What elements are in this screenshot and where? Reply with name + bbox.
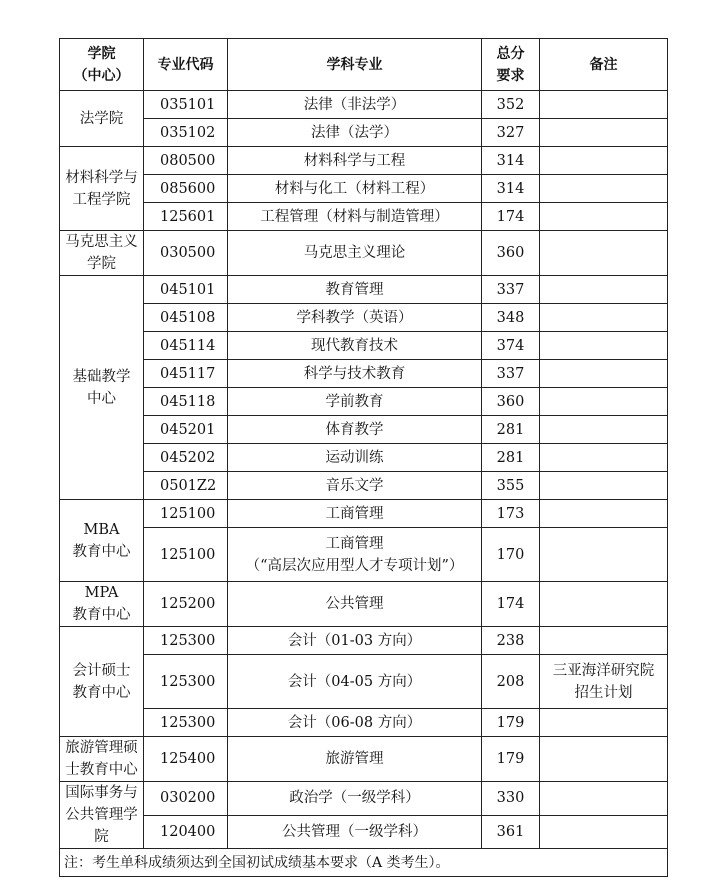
major-name (228, 582, 482, 627)
major-name (228, 627, 482, 655)
major-code: 120400 (144, 815, 228, 849)
remark (540, 91, 668, 119)
table-row (60, 815, 668, 849)
major-code: 045101 (144, 276, 228, 304)
total-score: 337 (482, 276, 540, 304)
table-row (60, 416, 668, 444)
header-row (60, 39, 668, 91)
footnote: 注：考生单科成绩须达到全国初试成绩基本要求（A 类考生）。 (60, 849, 668, 877)
major-name-line: 马克思主义理论 (303, 245, 406, 261)
table-row (60, 203, 668, 231)
major-code: 030500 (144, 231, 228, 276)
major-name-line: 会计（01-03 方向） (287, 632, 422, 649)
remark (540, 500, 668, 528)
school-name-line: 马克思主义 (65, 234, 138, 250)
total-score: 281 (482, 444, 540, 472)
total-score: 281 (482, 416, 540, 444)
table-row (60, 119, 668, 147)
total-score: 374 (482, 332, 540, 360)
remark (540, 175, 668, 203)
header-remark: 备注 (540, 39, 668, 91)
major-name-line: （“高层次应用型人才专项计划”） (245, 557, 464, 574)
remark (540, 332, 668, 360)
major-name (228, 332, 482, 360)
table-body (60, 91, 668, 849)
school-name-line: 学院 (87, 256, 116, 272)
school-name-line: 国际事务与 (65, 785, 138, 801)
major-name (228, 444, 482, 472)
major-name-line: 旅游管理 (325, 751, 384, 767)
major-code: 125200 (144, 582, 228, 627)
footnote-row (60, 849, 668, 877)
table-row (60, 582, 668, 627)
remark (540, 276, 668, 304)
major-name-line: 工程管理（材料与制造管理） (260, 208, 449, 225)
major-name-line: 会计（06-08 方向） (287, 714, 422, 731)
total-score: 314 (482, 175, 540, 203)
school-name-line: 教育中心 (72, 684, 131, 701)
school-name-line: 教育中心 (72, 607, 131, 623)
remark (540, 444, 668, 472)
remark (540, 304, 668, 332)
table-row (60, 500, 668, 528)
major-name-line: 政治学（一级学科） (289, 790, 420, 807)
major-name-line: 会计（04-05 方向） (287, 673, 422, 690)
remark (540, 737, 668, 782)
school-name-line: MPA (84, 585, 119, 601)
major-name-line: 工商管理 (325, 505, 384, 522)
total-score: 238 (482, 627, 540, 655)
total-score: 348 (482, 304, 540, 332)
remark (540, 119, 668, 147)
header-code: 专业代码 (144, 39, 228, 91)
remark (540, 203, 668, 231)
total-score: 330 (482, 782, 540, 816)
total-score: 337 (482, 360, 540, 388)
major-name-line: 法律（法学） (311, 124, 398, 141)
table-row (60, 655, 668, 709)
school-name-line: 法学院 (79, 110, 124, 127)
header-score-line2: 要求 (496, 67, 525, 84)
major-code: 080500 (144, 147, 228, 175)
major-name (228, 91, 482, 119)
score-requirements-table (59, 38, 668, 877)
header-school-line2: （中心） (73, 67, 130, 84)
major-name-line: 教育管理 (325, 281, 384, 298)
remark (540, 627, 668, 655)
school-name-line: 教育中心 (72, 543, 131, 560)
table-row (60, 360, 668, 388)
major-name-line: 现代教育技术 (311, 337, 398, 354)
table-row (60, 276, 668, 304)
major-name (228, 119, 482, 147)
total-score: 360 (482, 388, 540, 416)
total-score: 174 (482, 582, 540, 627)
school-name-line: 基础教学 (72, 368, 131, 385)
major-name-line: 运动训练 (325, 449, 384, 466)
school-cell (60, 91, 144, 147)
school-name-line: 士教育中心 (65, 762, 138, 778)
major-name (228, 472, 482, 500)
school-cell (60, 582, 144, 627)
table-row (60, 782, 668, 816)
remark (540, 416, 668, 444)
school-cell (60, 276, 144, 500)
total-score: 355 (482, 472, 540, 500)
table-row (60, 175, 668, 203)
table-row (60, 332, 668, 360)
major-name-line: 公共管理（一级学科） (282, 823, 427, 840)
major-code: 125300 (144, 709, 228, 737)
school-name-line: 中心 (87, 390, 116, 407)
remark (540, 231, 668, 276)
remark-line: 招生计划 (574, 684, 633, 701)
major-code: 035101 (144, 91, 228, 119)
total-score: 360 (482, 231, 540, 276)
major-name (228, 147, 482, 175)
table-row (60, 388, 668, 416)
table-row (60, 528, 668, 582)
major-code: 125400 (144, 737, 228, 782)
major-name (228, 231, 482, 276)
school-name-line: MBA (83, 521, 120, 538)
total-score: 208 (482, 655, 540, 709)
major-name (228, 175, 482, 203)
total-score: 174 (482, 203, 540, 231)
major-name-line: 法律（非法学） (303, 96, 406, 113)
header-score-line1: 总分 (496, 45, 525, 62)
major-name (228, 500, 482, 528)
total-score: 361 (482, 815, 540, 849)
major-code: 045117 (144, 360, 228, 388)
major-name-line: 体育教学 (325, 421, 384, 438)
remark (540, 388, 668, 416)
table-row (60, 737, 668, 782)
major-name-line: 工商管理 (325, 535, 384, 552)
remark (540, 582, 668, 627)
major-code: 045118 (144, 388, 228, 416)
major-name (228, 815, 482, 849)
table-row (60, 304, 668, 332)
major-code: 125601 (144, 203, 228, 231)
major-code: 125100 (144, 528, 228, 582)
school-cell (60, 627, 144, 737)
table-row (60, 91, 668, 119)
school-cell (60, 231, 144, 276)
remark (540, 472, 668, 500)
major-name (228, 203, 482, 231)
remark (540, 528, 668, 582)
major-name-line: 学科教学（英语） (296, 309, 413, 326)
major-code: 030200 (144, 782, 228, 816)
remark-line: 三亚海洋研究院 (552, 662, 655, 679)
remark (540, 815, 668, 849)
header-score (482, 39, 540, 91)
major-name (228, 782, 482, 816)
table-row (60, 444, 668, 472)
table-row (60, 147, 668, 175)
table-row (60, 627, 668, 655)
school-name-line: 会计硕士 (72, 662, 131, 679)
major-name (228, 388, 482, 416)
total-score: 327 (482, 119, 540, 147)
total-score: 179 (482, 737, 540, 782)
school-name-line: 院 (94, 829, 109, 845)
header-major: 学科专业 (228, 39, 482, 91)
total-score: 352 (482, 91, 540, 119)
school-name-line: 工程学院 (72, 191, 131, 208)
major-name (228, 709, 482, 737)
major-code: 125100 (144, 500, 228, 528)
school-name-line: 公共管理学 (65, 807, 138, 823)
major-name (228, 304, 482, 332)
remark (540, 709, 668, 737)
major-name-line: 公共管理 (325, 596, 384, 612)
major-name (228, 528, 482, 582)
header-school (60, 39, 144, 91)
major-name (228, 655, 482, 709)
major-name (228, 360, 482, 388)
total-score: 179 (482, 709, 540, 737)
total-score: 170 (482, 528, 540, 582)
remark (540, 655, 668, 709)
major-code: 125300 (144, 655, 228, 709)
major-code: 045202 (144, 444, 228, 472)
school-name-line: 旅游管理硕 (65, 740, 138, 756)
major-name-line: 科学与技术教育 (303, 365, 406, 382)
major-name-line: 材料科学与工程 (303, 152, 406, 169)
major-code: 045108 (144, 304, 228, 332)
major-code: 085600 (144, 175, 228, 203)
remark (540, 360, 668, 388)
major-code: 0501Z2 (144, 472, 228, 500)
major-name (228, 416, 482, 444)
major-code: 125300 (144, 627, 228, 655)
school-cell (60, 737, 144, 782)
major-name (228, 737, 482, 782)
remark (540, 147, 668, 175)
header-school-line1: 学院 (87, 45, 116, 62)
school-cell (60, 147, 144, 231)
table-row (60, 709, 668, 737)
school-name-line: 材料科学与 (65, 169, 138, 186)
total-score: 314 (482, 147, 540, 175)
major-code: 035102 (144, 119, 228, 147)
total-score: 173 (482, 500, 540, 528)
major-code: 045201 (144, 416, 228, 444)
remark (540, 782, 668, 816)
table-row (60, 472, 668, 500)
major-name-line: 学前教育 (325, 393, 384, 410)
major-code: 045114 (144, 332, 228, 360)
school-cell (60, 782, 144, 849)
table-row (60, 231, 668, 276)
major-name-line: 音乐文学 (325, 477, 384, 494)
major-name (228, 276, 482, 304)
major-name-line: 材料与化工（材料工程） (274, 180, 435, 197)
school-cell (60, 500, 144, 582)
